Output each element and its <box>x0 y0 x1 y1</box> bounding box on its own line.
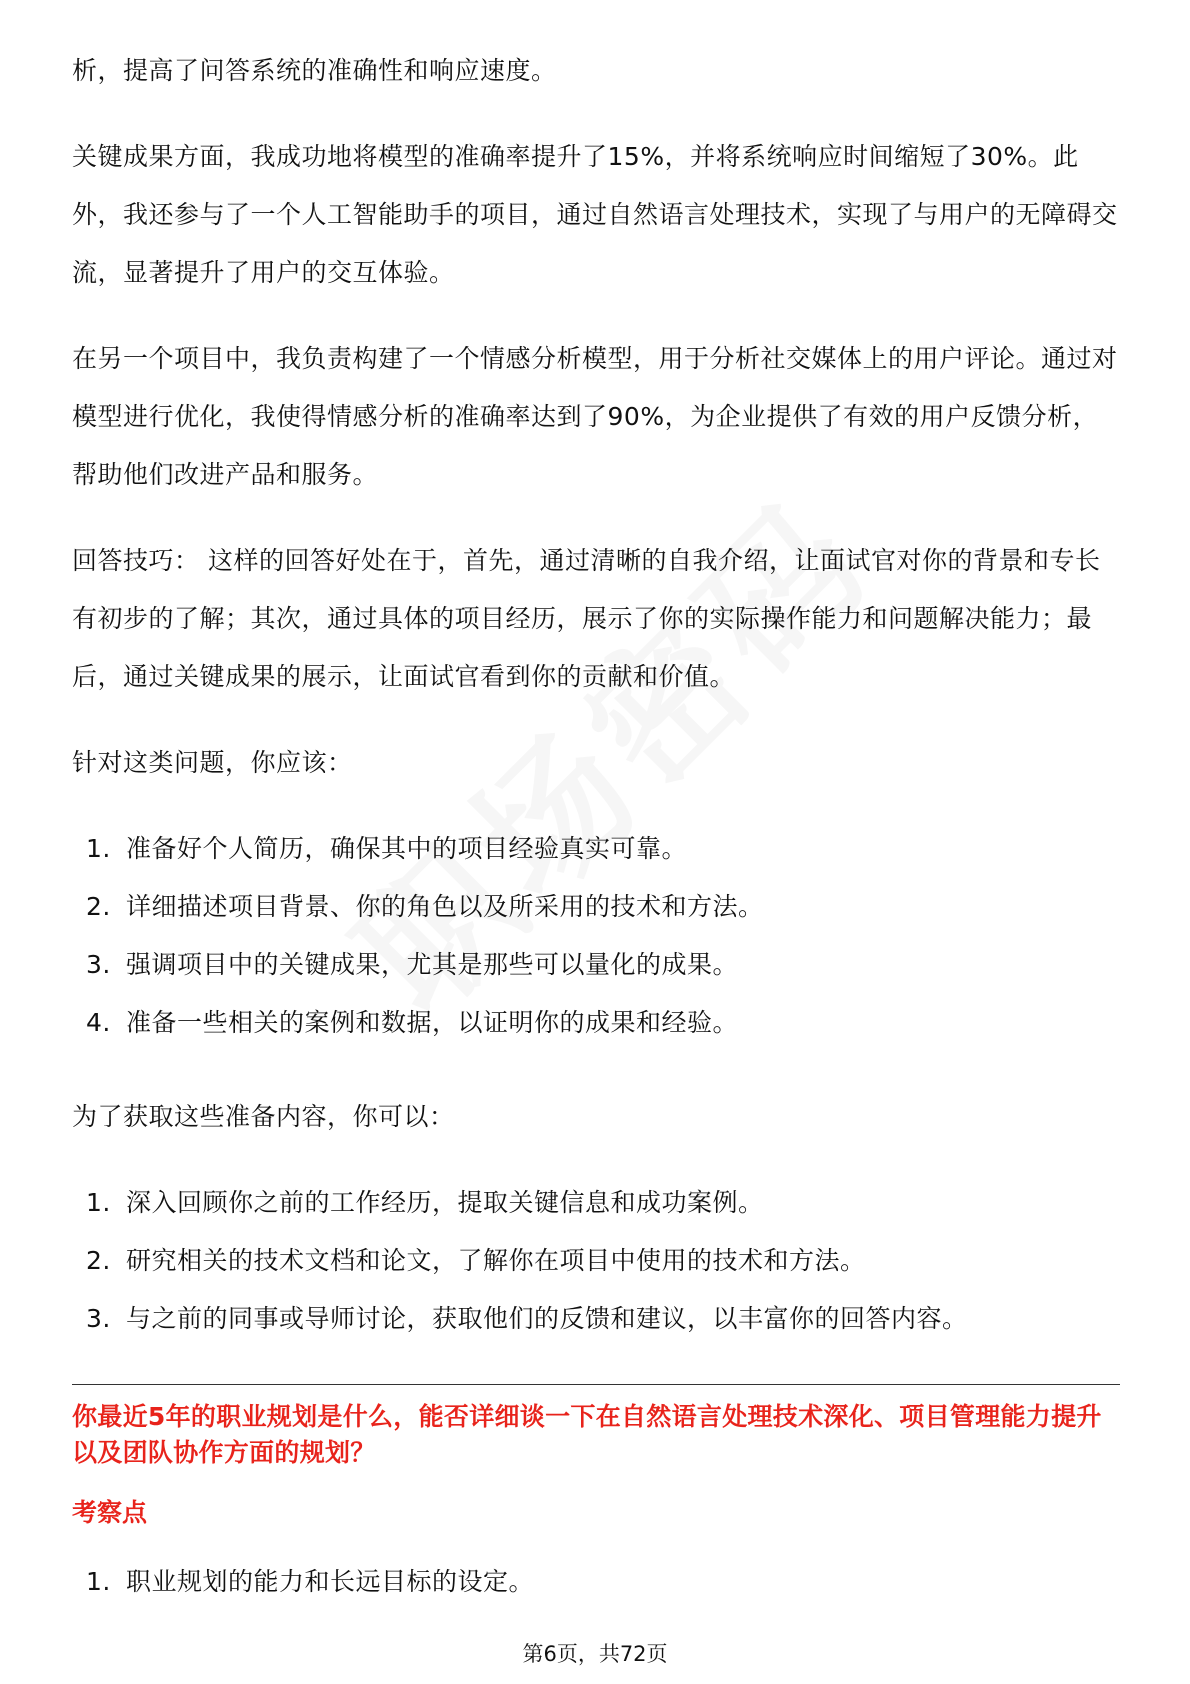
paragraph-continuation: 析，提高了问答系统的准确性和响应速度。 <box>72 56 557 85</box>
list-intro-prepare: 为了获取这些准备内容，你可以： <box>72 1102 455 1131</box>
section-divider <box>72 1384 1120 1385</box>
advice-list <box>72 820 1120 1052</box>
assessment-points-list <box>72 1553 1120 1611</box>
list-item: 1. 职业规划的能力和长远目标的设定。 <box>86 1567 535 1596</box>
list-item: 3. 强调项目中的关键成果，尤其是那些可以量化的成果。 <box>86 950 739 979</box>
paragraph-key-results: 关键成果方面，我成功地将模型的准确率提升了15%，并将系统响应时间缩短了30%。此外，我还参与了一个人工智能助手的项目，通过自然语言处理技术，实现了与用户的无障碍交流，显著提升了用户的交互体验。 <box>72 142 1118 287</box>
list-item: 2. 详细描述项目背景、你的角色以及所采用的技术和方法。 <box>86 892 764 921</box>
paragraph-answer-tips: 回答技巧： 这样的回答好处在于，首先，通过清晰的自我介绍，让面试官对你的背景和专长有初步的了解；其次，通过具体的项目经历，展示了你的实际操作能力和问题解决能力；最后，通过关键成果的展示，让面试官看到你的贡献和价值。 <box>72 546 1101 691</box>
document-page <box>72 42 1120 1647</box>
paragraph-sentiment-project: 在另一个项目中，我负责构建了一个情感分析模型，用于分析社交媒体上的用户评论。通过对模型进行优化，我使得情感分析的准确率达到了90%，为企业提供了有效的用户反馈分析，帮助他们改进产品和服务。 <box>72 344 1118 489</box>
list-item: 1. 准备好个人简历，确保其中的项目经验真实可靠。 <box>86 834 688 863</box>
list-intro-should: 针对这类问题，你应该： <box>72 748 353 777</box>
preparation-list <box>72 1174 1120 1348</box>
list-item: 4. 准备一些相关的案例和数据，以证明你的成果和经验。 <box>86 1008 739 1037</box>
interview-question: 你最近5年的职业规划是什么，能否详细谈一下在自然语言处理技术深化、项目管理能力提升以及团队协作方面的规划？ <box>72 1402 1102 1467</box>
page-number: 第6页，共72页 <box>522 1642 668 1666</box>
section-heading: 考察点 <box>72 1498 148 1527</box>
list-item: 1. 深入回顾你之前的工作经历，提取关键信息和成功案例。 <box>86 1188 764 1217</box>
list-item: 3. 与之前的同事或导师讨论，获取他们的反馈和建议，以丰富你的回答内容。 <box>86 1304 968 1333</box>
list-item: 2. 研究相关的技术文档和论文，了解你在项目中使用的技术和方法。 <box>86 1246 866 1275</box>
